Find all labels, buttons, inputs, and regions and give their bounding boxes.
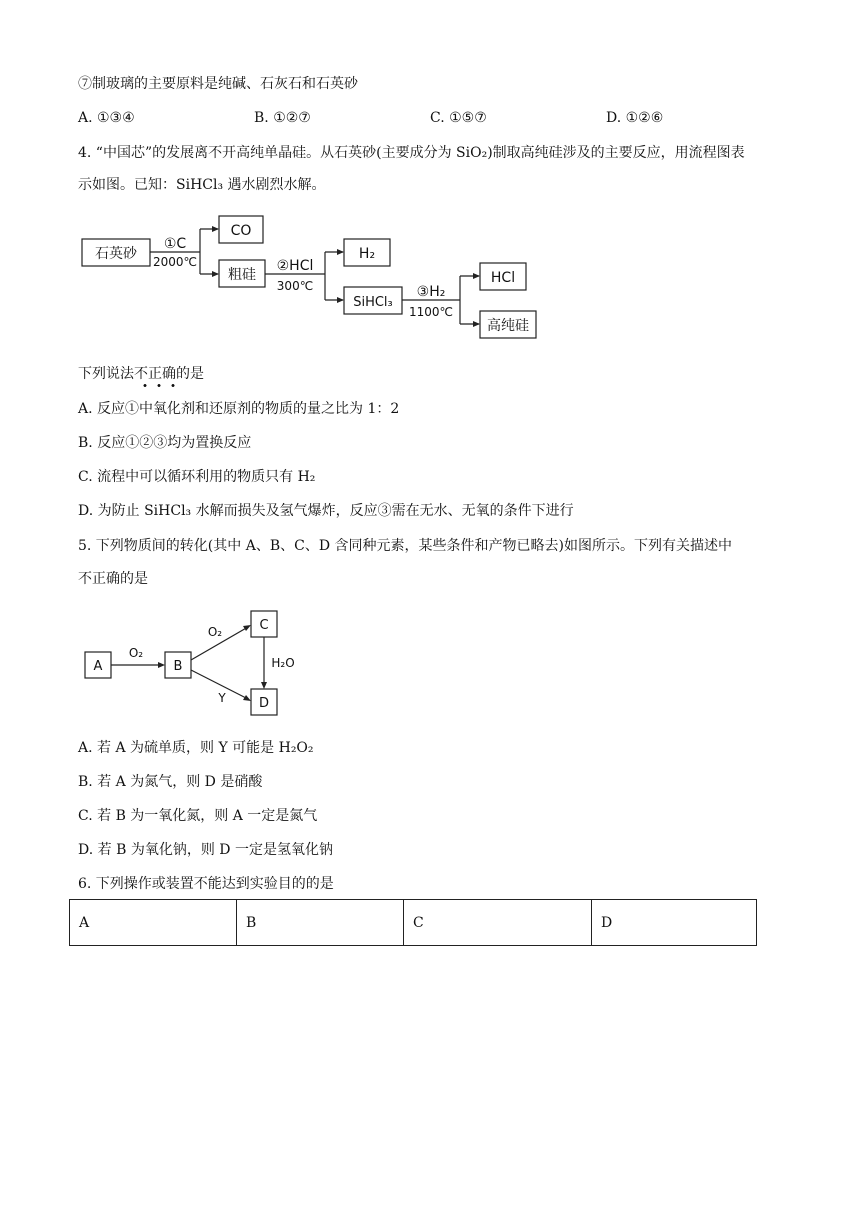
flow-label-step1-cond: 2000℃ bbox=[152, 255, 198, 269]
q4-option-d: D. 为防止 SiHCl₃ 水解而损失及氢气爆炸，反应③需在无水、无氧的条件下进行 bbox=[78, 503, 574, 519]
q4-prompt-suffix: 的是 bbox=[176, 366, 204, 382]
q4-prompt bbox=[78, 364, 204, 384]
flow-label-pure-si: 高纯硅 bbox=[487, 318, 529, 334]
diag-label-b: B bbox=[173, 659, 183, 674]
q4-stem-line2: 示如图。已知：SiHCl₃ 遇水剧烈水解。 bbox=[78, 177, 326, 193]
diag-label-o2-ab: O₂ bbox=[128, 646, 144, 660]
flow-label-step3-reagent: ③H₂ bbox=[416, 284, 446, 300]
flow-label-sihcl3: SiHCl₃ bbox=[353, 295, 393, 310]
q6-answer-table bbox=[69, 899, 757, 946]
flow-label-quartz: 石英砂 bbox=[95, 246, 137, 262]
q5-option-a: A. 若 A 为硫单质，则 Y 可能是 H₂O₂ bbox=[78, 740, 314, 756]
q4-option-b: B. 反应①②③均为置换反应 bbox=[78, 435, 252, 451]
q3-option-c: C. ①⑤⑦ bbox=[430, 110, 487, 126]
flow-label-step2-reagent: ②HCl bbox=[276, 258, 314, 274]
q3-option-a: A. ①③④ bbox=[78, 110, 135, 126]
diag-label-y: Y bbox=[218, 691, 226, 705]
q5-diagram bbox=[78, 606, 308, 716]
q4-option-c: C. 流程中可以循环利用的物质只有 H₂ bbox=[78, 469, 316, 485]
q3-item7: ⑦制玻璃的主要原料是纯碱、石灰石和石英砂 bbox=[78, 76, 358, 92]
q3-option-b: B. ①②⑦ bbox=[254, 110, 311, 126]
q4-prompt-emphasis: 不正确 bbox=[134, 366, 176, 388]
diag-label-a: A bbox=[93, 659, 103, 674]
q6-cell-c: C bbox=[404, 900, 592, 946]
q6-cell-a: A bbox=[70, 900, 237, 946]
flow-label-hcl: HCl bbox=[490, 270, 516, 286]
q5-stem-line2: 不正确的是 bbox=[78, 571, 148, 587]
flow-label-crude-si: 粗硅 bbox=[228, 267, 256, 283]
flow-label-co: CO bbox=[230, 223, 252, 239]
q5-option-c: C. 若 B 为一氧化氮，则 A 一定是氮气 bbox=[78, 808, 318, 824]
q5-option-d: D. 若 B 为氧化钠，则 D 一定是氢氧化钠 bbox=[78, 842, 333, 858]
flow-label-step2-cond: 300℃ bbox=[276, 279, 314, 293]
table-row bbox=[70, 900, 757, 946]
flow-label-step3-cond: 1100℃ bbox=[408, 305, 454, 319]
diag-label-o2-bc: O₂ bbox=[207, 625, 223, 639]
q4-flowchart bbox=[78, 212, 548, 342]
flow-label-step1-reagent: ①C bbox=[163, 236, 187, 252]
diag-label-h2o: H₂O bbox=[271, 656, 295, 670]
q6-cell-b: B bbox=[237, 900, 404, 946]
q4-prompt-prefix: 下列说法 bbox=[78, 366, 134, 382]
q3-option-d: D. ①②⑥ bbox=[606, 110, 664, 126]
flow-label-h2: H₂ bbox=[358, 246, 376, 262]
diag-label-d: D bbox=[258, 696, 270, 711]
q6-stem: 6. 下列操作或装置不能达到实验目的的是 bbox=[78, 876, 334, 892]
q4-stem-line1: 4. “中国芯”的发展离不开高纯单晶硅。从石英砂(主要成分为 SiO₂)制取高纯硅涉及的主要反应，用流程图表 bbox=[78, 145, 745, 161]
q5-stem-line1: 5. 下列物质间的转化(其中 A、B、C、D 含同种元素，某些条件和产物已略去)如图所示。下列有关描述中 bbox=[78, 538, 732, 554]
diag-label-c: C bbox=[259, 618, 269, 633]
q4-option-a: A. 反应①中氧化剂和还原剂的物质的量之比为 1：2 bbox=[78, 401, 400, 417]
q6-cell-d: D bbox=[592, 900, 757, 946]
q5-option-b: B. 若 A 为氮气，则 D 是硝酸 bbox=[78, 774, 263, 790]
